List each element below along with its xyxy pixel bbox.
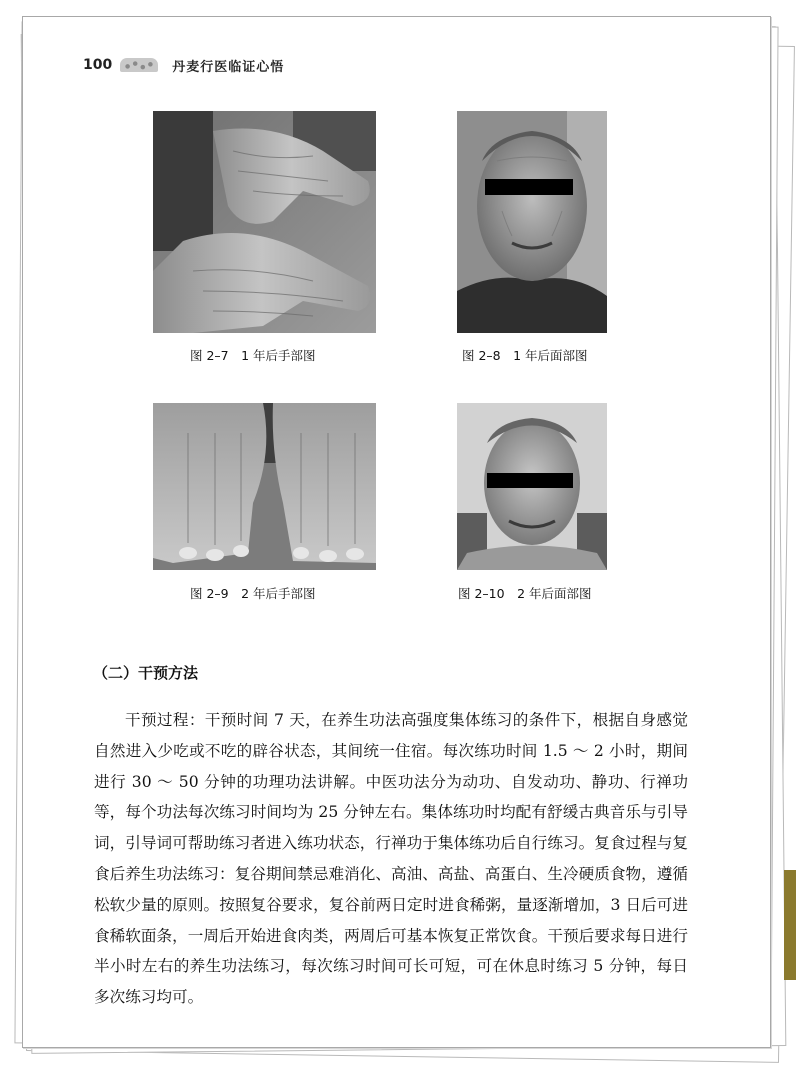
body-paragraph: 干预过程：干预时间 7 天，在养生功法高强度集体练习的条件下，根据自身感觉自然进入少吃或不吃的辟谷状态，其间统一住宿。每次练功时间 1.5 ～ 2 小时，期间进行 30 ～ 50 分钟的功理功法讲解。中医功法分为动功、自发动功、静功、行禅功等，每个功法每次练习时间均为 25 分钟左右。集体练功时均配有舒缓古典音乐与引导词，引导词可帮助练习者进入练功状态，行禅功于集体练功后自行练习。复食过程与复食后养生功法练习：复谷期间禁忌难消化、高油、高盐、高蛋白、生冷硬质食物，遵循松软少量的原则。按照复谷要求，复谷前两日定时进食稀粥，量逐渐增加，3 日后可进食稀软面条，一周后开始进食肉类，两周后可基本恢复正常饮食。干预后要求每日进行半小时左右的养生功法练习，每次练习时间可长可短，可在休息时练习 5 分钟，每日多次练习均可。 xyxy=(94,711,688,1007)
page-header xyxy=(83,55,284,75)
header-ornament-icon xyxy=(120,58,158,72)
figure-caption: 图 2–7 1 年后手部图 xyxy=(190,348,316,363)
figure-caption: 图 2–8 1 年后面部图 xyxy=(462,348,588,363)
book-page xyxy=(22,16,771,1048)
book-edge-accent xyxy=(784,870,796,980)
figure-hands-2-years xyxy=(153,403,376,570)
figure-face-1-year xyxy=(457,111,607,333)
figure-hands-1-year xyxy=(153,111,376,333)
page-number: 100 xyxy=(83,57,113,73)
running-title: 丹麦行医临证心悟 xyxy=(172,59,285,75)
figure-caption: 图 2–9 2 年后手部图 xyxy=(190,586,316,601)
figure-face-2-years xyxy=(457,403,607,570)
section-heading: （二）干预方法 xyxy=(93,664,199,682)
figure-caption: 图 2–10 2 年后面部图 xyxy=(458,586,592,601)
